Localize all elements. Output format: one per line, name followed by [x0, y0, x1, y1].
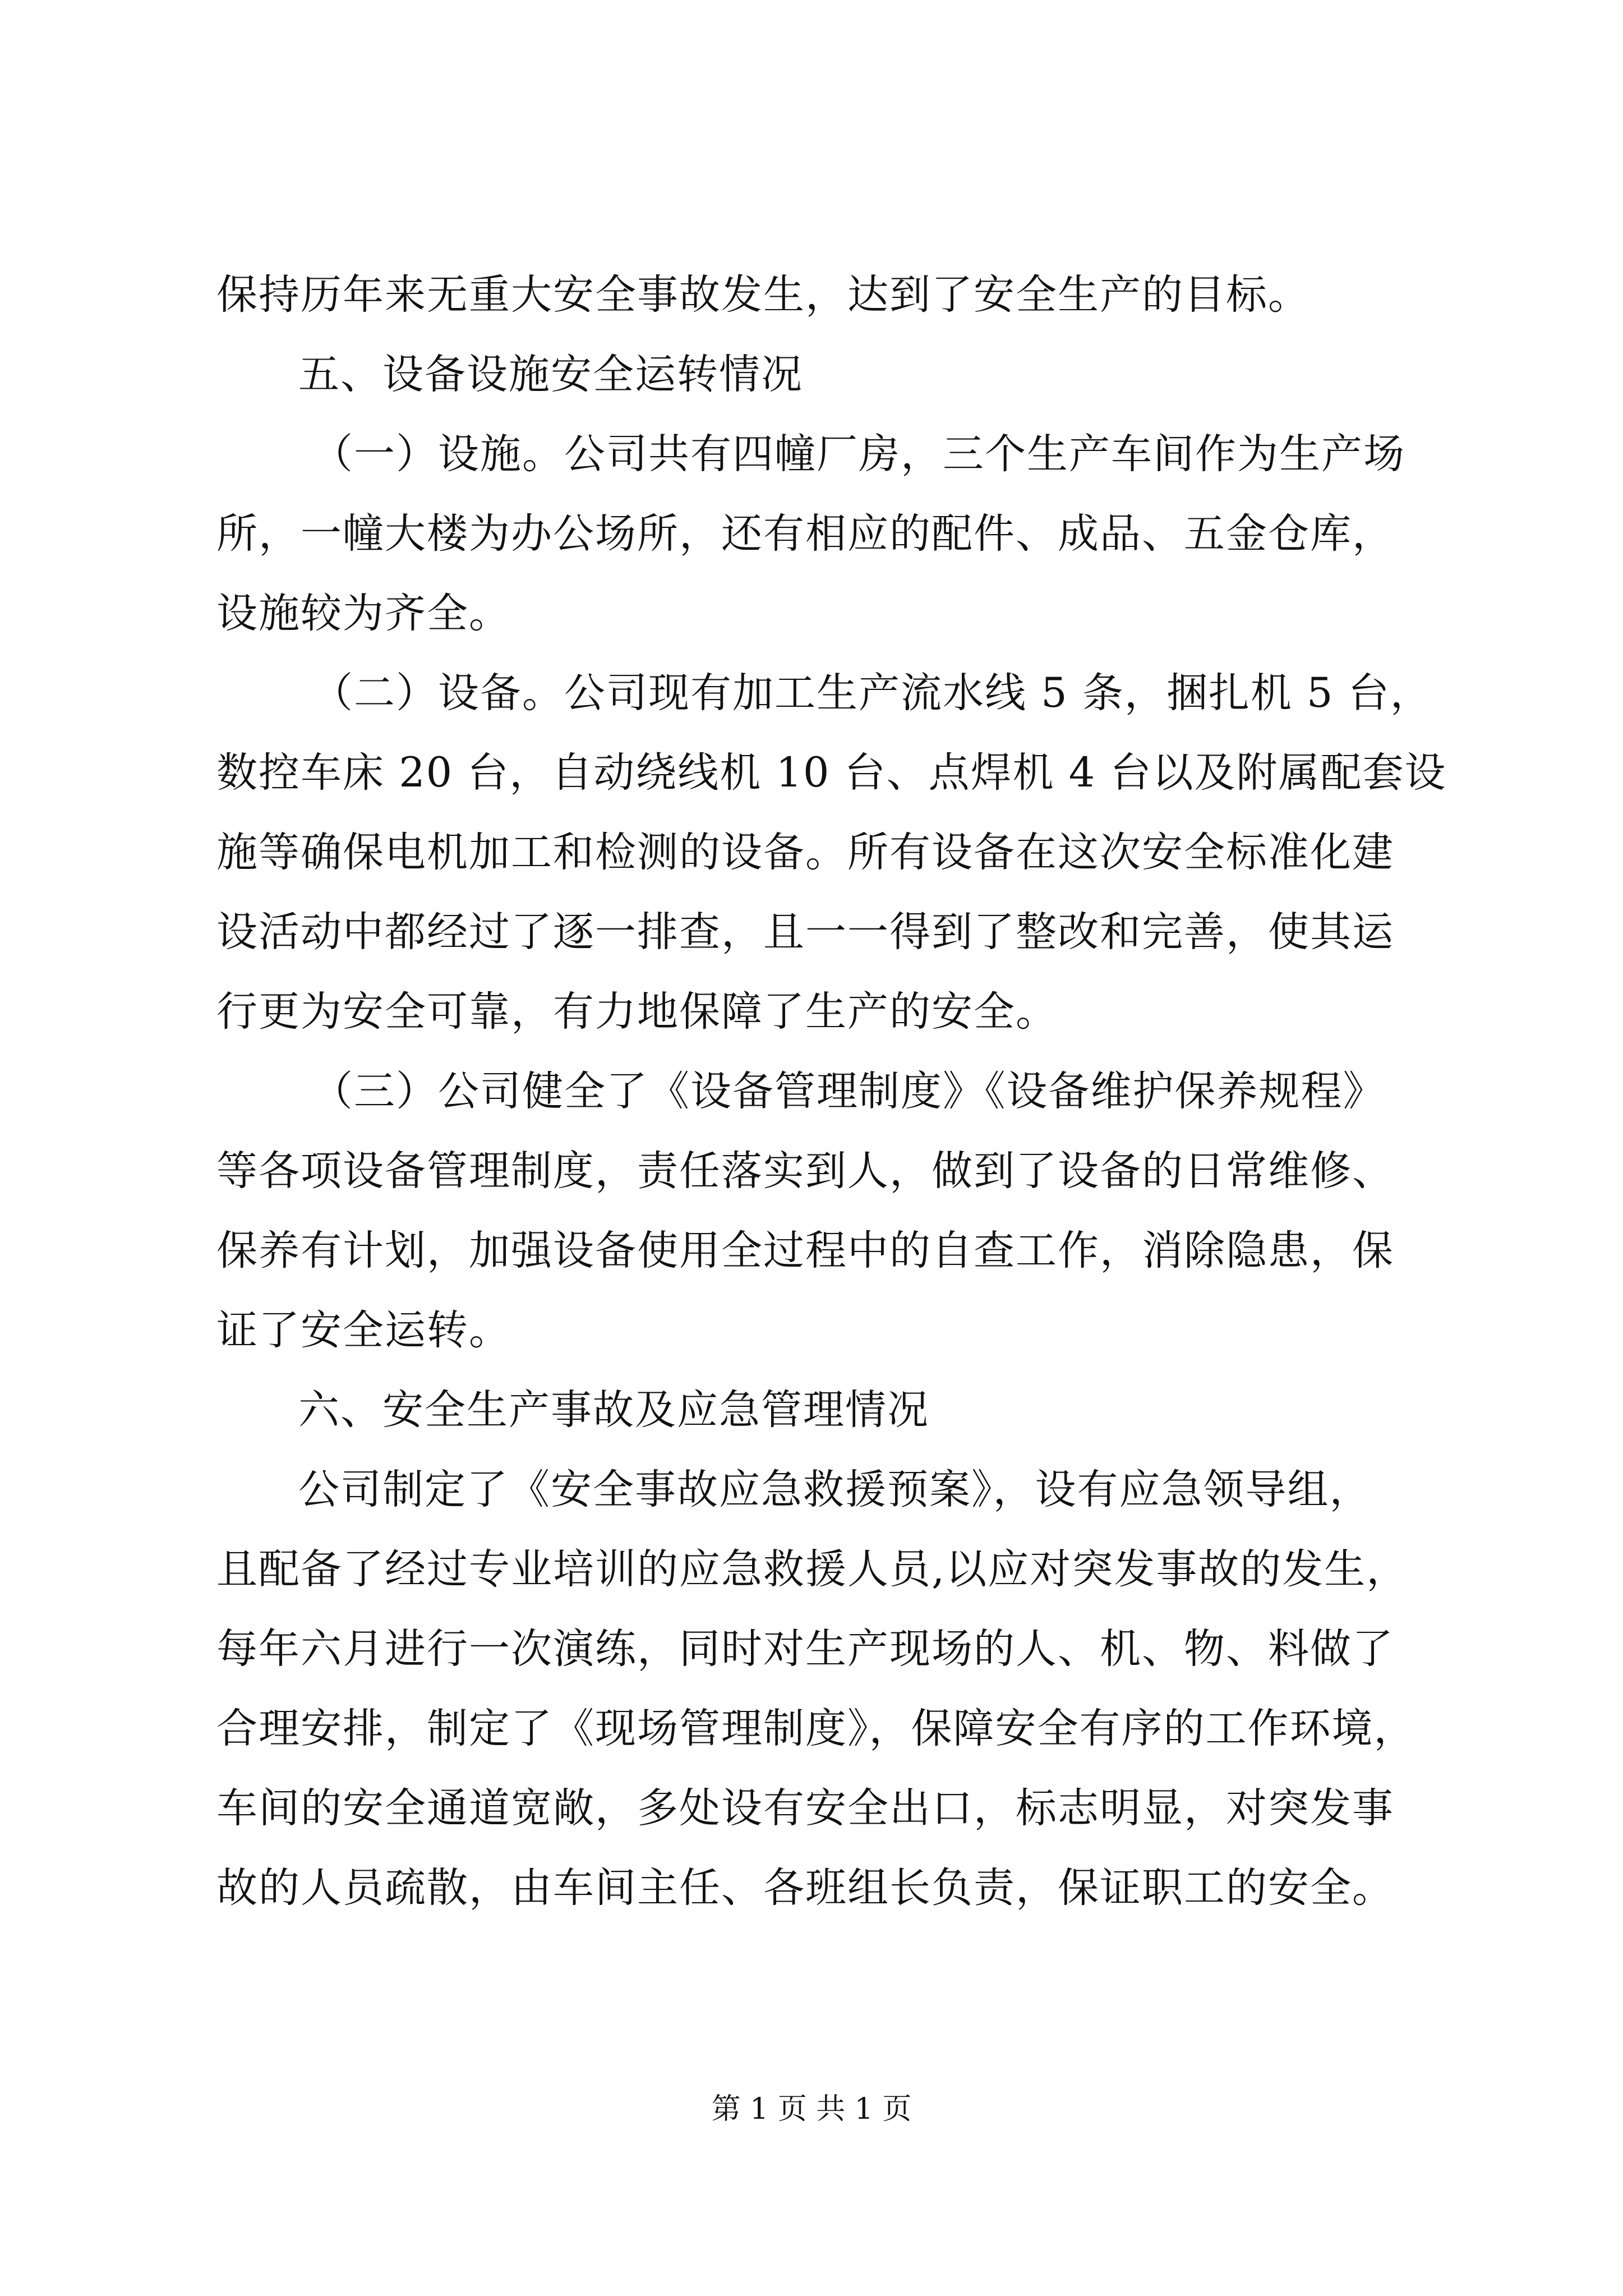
- document-body: [216, 255, 1447, 1928]
- text-line: （一）设施。公司共有四幢厂房，三个生产车间作为生产场: [312, 430, 1405, 478]
- page-number-footer: 第 1 页 共 1 页: [711, 2092, 912, 2126]
- text-line: 故的人员疏散，由车间主任、各班组长负责，保证职工的安全。: [216, 1864, 1394, 1912]
- text-line: 施等确保电机加工和检测的设备。所有设备在这次安全标准化建: [216, 829, 1394, 876]
- text-line: （二）设备。公司现有加工生产流水线 5 条，捆扎机 5 台，: [312, 669, 1432, 717]
- text-line: 行更为安全可靠，有力地保障了生产的安全。: [216, 988, 1058, 1036]
- text-line: 证了安全运转。: [216, 1306, 511, 1354]
- text-line: 每年六月进行一次演练，同时对生产现场的人、机、物、料做了: [216, 1625, 1394, 1673]
- text-line: （三）公司健全了《设备管理制度》《设备维护保养规程》: [312, 1068, 1385, 1115]
- text-line: 且配备了经过专业培训的应急救援人员,以应对突发事故的发生，: [216, 1545, 1409, 1593]
- text-line: 设施较为齐全。: [216, 590, 511, 637]
- text-line: 车间的安全通道宽敞，多处设有安全出口，标志明显，对突发事: [216, 1784, 1394, 1832]
- text-line: 合理安排，制定了《现场管理制度》，保障安全有序的工作环境，: [216, 1705, 1416, 1752]
- text-line: 公司制定了《安全事故应急救援预案》，设有应急领导组，: [298, 1466, 1372, 1513]
- text-line: 等各项设备管理制度，责任落实到人，做到了设备的日常维修、: [216, 1147, 1394, 1195]
- section-heading: 六、安全生产事故及应急管理情况: [298, 1386, 929, 1434]
- text-line: 数控车床 20 台，自动绕线机 10 台、点焊机 4 台以及附属配套设: [216, 749, 1447, 797]
- text-line: 所，一幢大楼为办公场所，还有相应的配件、成品、五金仓库，: [216, 510, 1394, 558]
- text-line: 设活动中都经过了逐一排查，且一一得到了整改和完善，使其运: [216, 908, 1394, 956]
- text-line: 保持历年来无重大安全事故发生，达到了安全生产的目标。: [216, 271, 1310, 319]
- text-line: 保养有计划，加强设备使用全过程中的自查工作，消除隐患，保: [216, 1227, 1394, 1274]
- section-heading: 五、设备设施安全运转情况: [298, 351, 803, 398]
